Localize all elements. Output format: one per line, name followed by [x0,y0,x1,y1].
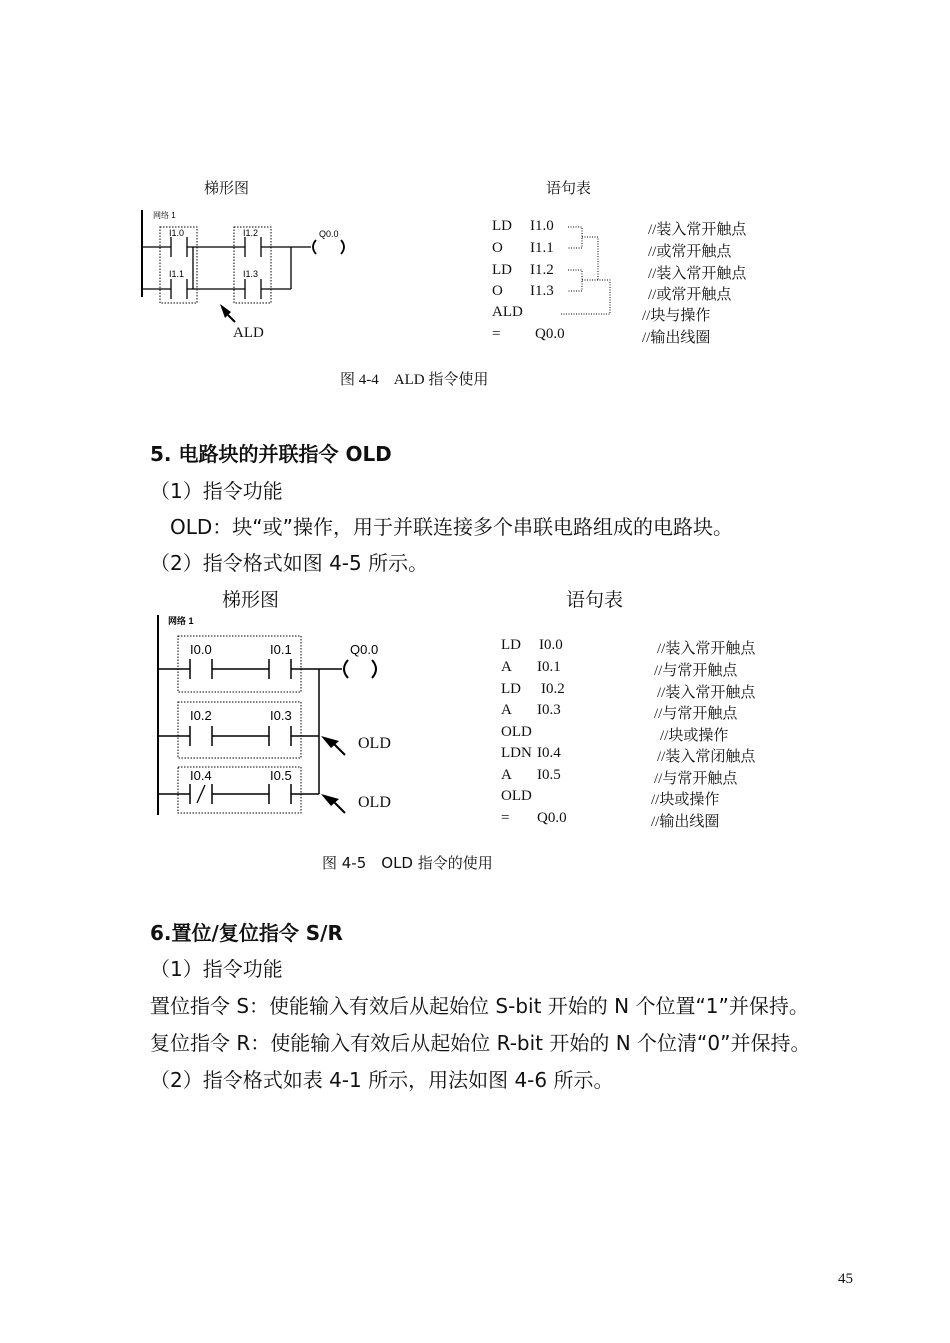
fig45-old-label: OLD [358,735,391,752]
stmt-comment: //装入常开触点 [657,641,756,657]
stmt-op: LD [501,637,521,653]
section5-desc: OLD：块“或”操作，用于并联连接多个串联电路组成的电路块。 [170,515,734,539]
stmt-comment: //输出线圈 [651,814,720,830]
fig44-contact-label: I1.2 [243,228,259,238]
fig45-contact-label: I0.0 [190,642,212,657]
fig45-network-label: 网络 1 [168,616,194,626]
stmt-op: = [501,810,510,826]
stmt-op: = [492,326,501,342]
section5-heading: 5. 电路块的并联指令 OLD [150,442,392,466]
section6-line1: 置位指令 S：使能输入有效后从起始位 S-bit 开始的 N 个位置“1”并保持。 [150,994,809,1018]
stmt-arg: I0.4 [537,745,561,761]
fig45-caption: 图 4-5 OLD 指令的使用 [322,854,493,872]
section5-sub2: （2）指令格式如图 4-5 所示。 [150,551,429,575]
fig44-ald-label: ALD [233,325,264,341]
page-number: 45 [838,1271,853,1287]
fig45-contact-label: I0.3 [270,708,292,723]
fig44-ladder-heading: 梯形图 [204,181,250,197]
stmt-op: A [501,702,512,718]
stmt-arg: I1.2 [530,262,554,278]
fig44-caption: 图 4-4 ALD 指令使用 [340,372,489,388]
stmt-comment: //与常开触点 [654,663,738,679]
stmt-comment: //块或操作 [660,728,729,744]
stmt-arg: Q0.0 [535,326,565,342]
fig44-contact-label: I1.3 [243,269,259,279]
stmt-arg: I1.1 [530,240,554,256]
fig45-contact-label: I0.4 [190,768,212,783]
stmt-comment: //输出线圈 [642,330,711,346]
stmt-comment: //装入常开触点 [648,222,747,238]
stmt-arg: I0.2 [541,681,565,697]
stmt-op: ALD [492,304,523,320]
stmt-arg: I1.0 [530,218,554,234]
stmt-comment: //装入常开触点 [657,685,756,701]
stmt-op: A [501,659,512,675]
fig44-contact-label: I1.1 [169,269,185,279]
stmt-arg: I1.3 [530,283,554,299]
section6-sub2: （2）指令格式如表 4-1 所示，用法如图 4-6 所示。 [150,1068,614,1092]
fig44-ladder-diagram [135,205,365,345]
stmt-comment: //装入常开触点 [648,266,747,282]
stmt-comment: //块或操作 [651,792,720,808]
stmt-op: LD [492,218,512,234]
stmt-comment: //装入常闭触点 [657,749,756,765]
fig45-ladder-diagram [150,610,410,825]
fig45-coil-label: Q0.0 [350,642,379,657]
fig45-contact-label: I0.1 [270,642,292,657]
stmt-op: O [492,240,503,256]
fig44-contact-label: I1.0 [169,228,185,238]
stmt-arg: I0.3 [537,702,561,718]
stmt-arg: I0.1 [537,659,561,675]
stmt-arg: I0.5 [537,767,561,783]
section5-sub1: （1）指令功能 [150,479,283,503]
stmt-arg: I0.0 [539,637,563,653]
fig45-old-label: OLD [358,794,391,811]
fig45-contact-label: I0.5 [270,768,292,783]
stmt-op: LDN [501,745,532,761]
fig44-coil-label: Q0.0 [319,229,339,239]
fig45-ladder-heading: 梯形图 [222,590,280,611]
fig45-stmt-heading: 语句表 [566,590,624,611]
stmt-op: O [492,283,503,299]
fig45-contact-label: I0.2 [190,708,212,723]
stmt-comment: //或常开触点 [648,244,732,260]
fig44-stmt-heading: 语句表 [546,181,592,197]
fig44-block-brackets [560,222,620,322]
section6-line2: 复位指令 R：使能输入有效后从起始位 R-bit 开始的 N 个位清“0”并保持。 [150,1031,811,1055]
section6-sub1: （1）指令功能 [150,957,283,981]
stmt-op: OLD [501,724,532,740]
fig44-network-label: 网络 1 [153,211,176,220]
stmt-comment: //块与操作 [642,308,711,324]
stmt-comment: //或常开触点 [648,287,732,303]
stmt-comment: //与常开触点 [654,771,738,787]
stmt-op: OLD [501,788,532,804]
stmt-op: A [501,767,512,783]
stmt-op: LD [501,681,521,697]
section6-heading: 6.置位/复位指令 S/R [150,921,343,945]
stmt-op: LD [492,262,512,278]
stmt-comment: //与常开触点 [654,706,738,722]
stmt-arg: Q0.0 [537,810,567,826]
